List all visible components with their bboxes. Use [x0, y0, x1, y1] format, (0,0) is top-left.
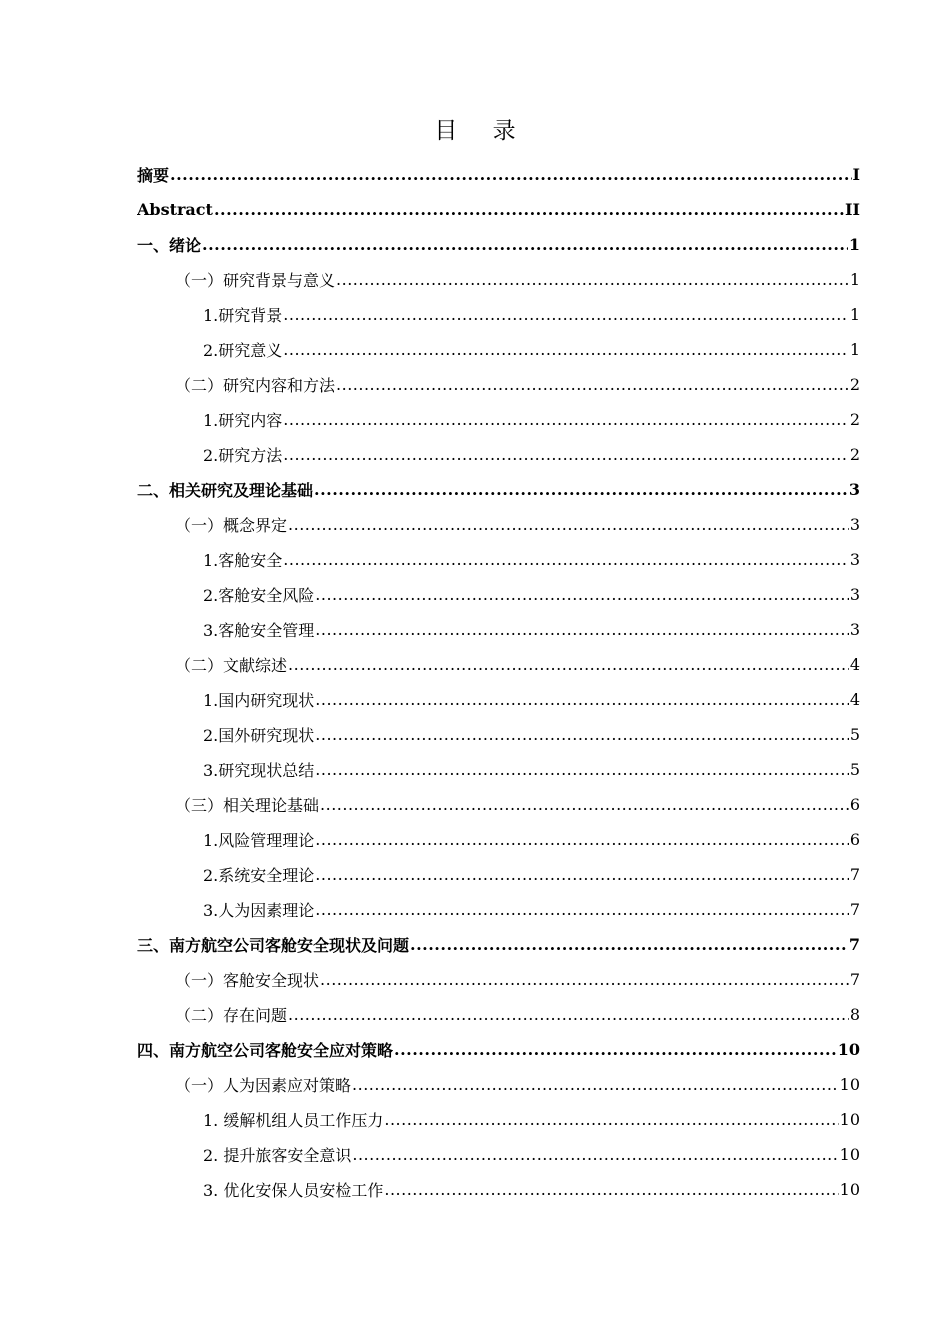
- toc-entry[interactable]: [137, 1032, 860, 1067]
- toc-dot-leader: [315, 760, 849, 779]
- toc-entry[interactable]: [203, 542, 860, 577]
- toc-entry[interactable]: [137, 227, 860, 262]
- toc-entry-page: 8: [849, 1005, 860, 1024]
- toc-entry[interactable]: [137, 192, 860, 227]
- toc-entry-label: 三、南方航空公司客舱安全现状及问题: [137, 936, 410, 955]
- toc-entry-page: 5: [849, 760, 860, 779]
- toc-dot-leader: [283, 340, 849, 359]
- toc-entry-page: 7: [849, 900, 860, 919]
- toc-dot-leader: [352, 1075, 839, 1094]
- toc-entry[interactable]: [203, 752, 860, 787]
- toc-entry[interactable]: [203, 402, 860, 437]
- toc-dot-leader: [315, 585, 849, 604]
- toc-entry-label: 一、绪论: [137, 236, 202, 255]
- toc-entry-page: 7: [849, 865, 860, 884]
- toc-dot-leader: [410, 935, 848, 954]
- toc-entry[interactable]: [203, 892, 860, 927]
- toc-entry-page: 10: [839, 1180, 860, 1199]
- toc-entry-label: 3.研究现状总结: [203, 761, 315, 780]
- toc-dot-leader: [320, 970, 849, 989]
- toc-entry[interactable]: [175, 997, 860, 1032]
- toc-entry[interactable]: [203, 577, 860, 612]
- toc-dot-leader: [214, 200, 844, 219]
- toc-entry-label: 二、相关研究及理论基础: [137, 481, 314, 500]
- toc-entry[interactable]: [137, 472, 860, 507]
- toc-dot-leader: [384, 1110, 838, 1129]
- toc-entry-page: 3: [849, 620, 860, 639]
- toc-entry[interactable]: [137, 927, 860, 962]
- toc-entry-page: 10: [839, 1110, 860, 1129]
- toc-entry[interactable]: [175, 262, 860, 297]
- toc-entry-label: （三）相关理论基础: [175, 796, 320, 815]
- toc-entry[interactable]: [203, 1172, 860, 1207]
- toc-entry-page: 1: [849, 270, 860, 289]
- toc-entry-page: 7: [849, 970, 860, 989]
- toc-entry-page: I: [852, 165, 860, 184]
- toc-dot-leader: [394, 1040, 837, 1059]
- toc-entry-page: 7: [848, 935, 860, 954]
- toc-entry-label: 2.研究方法: [203, 446, 283, 465]
- toc-dot-leader: [315, 865, 849, 884]
- toc-entry[interactable]: [175, 1067, 860, 1102]
- toc-dot-leader: [283, 305, 849, 324]
- toc-entry-label: 3. 优化安保人员安检工作: [203, 1181, 384, 1200]
- toc-entry[interactable]: [175, 507, 860, 542]
- toc-entry[interactable]: [203, 437, 860, 472]
- toc-entry[interactable]: [203, 822, 860, 857]
- toc-dot-leader: [288, 655, 849, 674]
- toc-entry-label: （一）研究背景与意义: [175, 271, 336, 290]
- toc-dot-leader: [352, 1145, 838, 1164]
- toc-entry-label: 1.研究内容: [203, 411, 283, 430]
- toc-dot-leader: [384, 1180, 838, 1199]
- toc-entry-page: 4: [849, 690, 860, 709]
- toc-dot-leader: [315, 690, 849, 709]
- toc-entry-label: （二）存在问题: [175, 1006, 288, 1025]
- toc-entry-page: 1: [849, 305, 860, 324]
- toc-entry-page: 3: [849, 550, 860, 569]
- toc-entry-page: II: [845, 200, 860, 219]
- toc-entry-label: 摘要: [137, 166, 170, 185]
- toc-entry[interactable]: [175, 647, 860, 682]
- toc-entry-page: 5: [849, 725, 860, 744]
- toc-entry-page: 4: [849, 655, 860, 674]
- toc-entry-label: Abstract: [137, 200, 213, 219]
- toc-entry-label: （一）人为因素应对策略: [175, 1076, 352, 1095]
- toc-dot-leader: [315, 900, 849, 919]
- toc-entry[interactable]: [175, 367, 860, 402]
- toc-entry-label: （一）概念界定: [175, 516, 288, 535]
- toc-entry-label: 1.风险管理理论: [203, 831, 315, 850]
- toc-entry[interactable]: [203, 297, 860, 332]
- toc-entry-page: 2: [849, 375, 860, 394]
- toc-entry[interactable]: [175, 962, 860, 997]
- toc-entry[interactable]: [203, 612, 860, 647]
- toc-entry[interactable]: [137, 157, 860, 192]
- toc-entry-page: 2: [849, 445, 860, 464]
- toc-dot-leader: [283, 550, 849, 569]
- toc-dot-leader: [314, 480, 848, 499]
- toc-entry-page: 3: [849, 585, 860, 604]
- toc-dot-leader: [283, 410, 849, 429]
- toc-entry-label: 1. 缓解机组人员工作压力: [203, 1111, 384, 1130]
- toc-entry-page: 10: [839, 1075, 860, 1094]
- toc-dot-leader: [288, 515, 849, 534]
- toc-entry-page: 1: [848, 235, 860, 254]
- toc-dot-leader: [336, 270, 849, 289]
- toc-entry[interactable]: [203, 682, 860, 717]
- toc-entry[interactable]: [203, 1102, 860, 1137]
- toc-entry-label: 1.客舱安全: [203, 551, 283, 570]
- page-title: 目 录: [434, 118, 530, 144]
- toc-entry-label: （一）客舱安全现状: [175, 971, 320, 990]
- toc-entry-page: 10: [839, 1145, 860, 1164]
- toc-entry[interactable]: [175, 787, 860, 822]
- toc-dot-leader: [288, 1005, 849, 1024]
- toc-entry[interactable]: [203, 717, 860, 752]
- toc-dot-leader: [315, 620, 849, 639]
- toc-entry-page: 3: [848, 480, 860, 499]
- toc-entry-page: 10: [837, 1040, 860, 1059]
- toc-entry-label: 2. 提升旅客安全意识: [203, 1146, 352, 1165]
- toc-dot-leader: [170, 165, 852, 184]
- toc-entry-label: （二）研究内容和方法: [175, 376, 336, 395]
- toc-dot-leader: [202, 235, 848, 254]
- toc-entry-label: 2.国外研究现状: [203, 726, 315, 745]
- toc-entry-label: 1.研究背景: [203, 306, 283, 325]
- toc-entry-label: 1.国内研究现状: [203, 691, 315, 710]
- toc-dot-leader: [283, 445, 849, 464]
- toc-entry-label: 四、南方航空公司客舱安全应对策略: [137, 1041, 394, 1060]
- toc-entry[interactable]: [203, 1137, 860, 1172]
- toc-entry-page: 3: [849, 515, 860, 534]
- toc-dot-leader: [315, 725, 849, 744]
- toc-entry[interactable]: [203, 857, 860, 892]
- toc-entry-label: 3.客舱安全管理: [203, 621, 315, 640]
- toc-entry-label: 2.客舱安全风险: [203, 586, 315, 605]
- toc-entry-page: 6: [849, 830, 860, 849]
- toc-entry-label: （二）文献综述: [175, 656, 288, 675]
- toc-entry[interactable]: [203, 332, 860, 367]
- toc-entry-label: 2.系统安全理论: [203, 866, 315, 885]
- toc-dot-leader: [315, 830, 849, 849]
- toc-entry-label: 3.人为因素理论: [203, 901, 315, 920]
- toc-dot-leader: [320, 795, 849, 814]
- toc-entry-page: 2: [849, 410, 860, 429]
- toc-entry-label: 2.研究意义: [203, 341, 283, 360]
- toc-dot-leader: [336, 375, 849, 394]
- toc-entry-page: 6: [849, 795, 860, 814]
- toc-entry-page: 1: [849, 340, 860, 359]
